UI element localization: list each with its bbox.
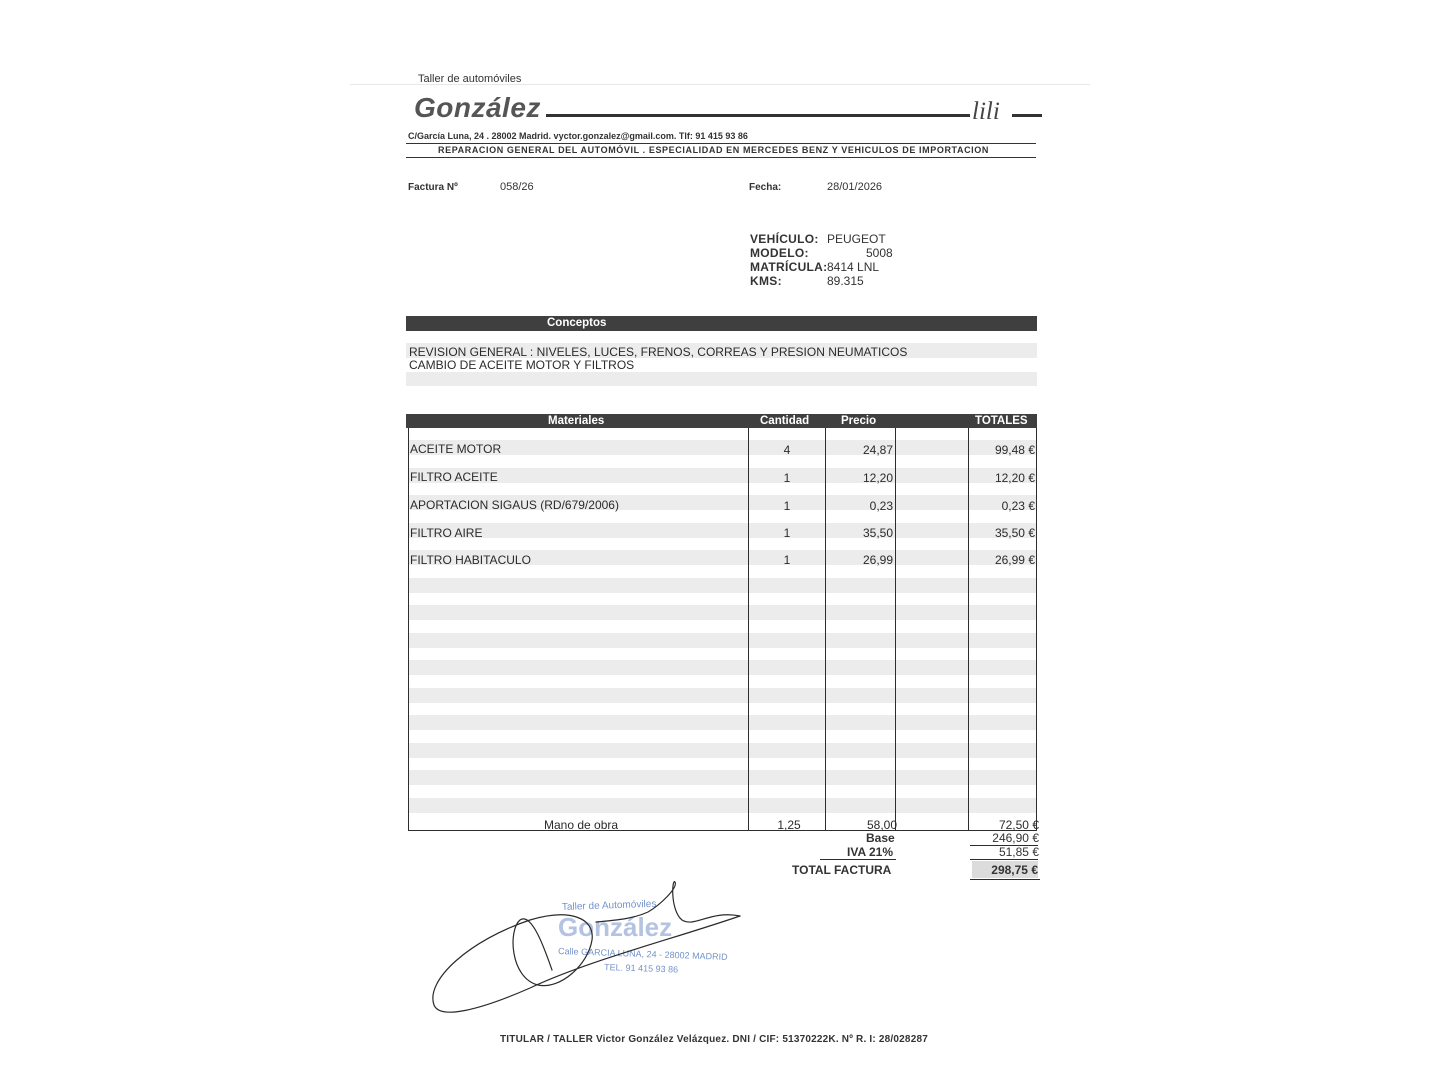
concept-line-1: REVISION GENERAL : NIVELES, LUCES, FRENOS, CORREAS Y PRESION NEUMATICOS bbox=[409, 345, 908, 359]
table-row-band bbox=[409, 578, 1036, 593]
table-row-band bbox=[409, 715, 1036, 730]
row-qty: 1 bbox=[783, 526, 791, 540]
table-border-left bbox=[408, 428, 409, 831]
row-item: ACEITE MOTOR bbox=[410, 442, 502, 456]
vehicle-make-label: VEHÍCULO: bbox=[750, 232, 819, 246]
invoice-date-label: Fecha: bbox=[749, 182, 782, 193]
row-item: FILTRO ACEITE bbox=[410, 470, 498, 484]
company-stamp-and-signature bbox=[420, 870, 760, 1030]
row-price: 24,87 bbox=[862, 443, 893, 457]
total-rule bbox=[970, 879, 1040, 880]
row-qty: 1 bbox=[783, 471, 791, 485]
letterhead-tagline: Taller de automóviles bbox=[418, 73, 522, 85]
stamp-line-2: González bbox=[558, 912, 673, 942]
table-border-right bbox=[1036, 428, 1037, 831]
row-total: 12,20 € bbox=[994, 471, 1035, 485]
table-row-band bbox=[409, 798, 1036, 813]
concepts-header-bar bbox=[406, 316, 1037, 331]
row-item: FILTRO AIRE bbox=[410, 526, 483, 540]
table-border-bottom bbox=[408, 830, 1037, 831]
row-qty: 1 bbox=[783, 553, 791, 567]
header-cantidad: Cantidad bbox=[760, 415, 810, 427]
row-total: 26,99 € bbox=[994, 553, 1035, 567]
brand-underline bbox=[546, 114, 970, 117]
base-label: Base bbox=[866, 831, 895, 845]
labour-price: 58,00 bbox=[866, 818, 897, 832]
vehicle-plate-label: MATRÍCULA: bbox=[750, 260, 828, 274]
iva-value: 51,85 € bbox=[998, 845, 1039, 859]
materials-header-bar bbox=[406, 414, 1037, 428]
row-total: 99,48 € bbox=[994, 443, 1035, 457]
row-item: FILTRO HABITACULO bbox=[410, 553, 531, 567]
table-divider-blank bbox=[895, 428, 896, 831]
vehicle-model: 5008 bbox=[866, 246, 893, 260]
row-item: APORTACION SIGAUS (RD/679/2006) bbox=[410, 498, 619, 512]
brand-underline-end bbox=[1012, 114, 1042, 117]
letterhead-specialty: REPARACION GENERAL DEL AUTOMÓVIL . ESPECIALIDAD EN MERCEDES BENZ Y VEHICULOS DE IMPORTACION bbox=[438, 145, 989, 155]
vehicle-kms-label: KMS: bbox=[750, 274, 782, 288]
letterhead-address: C/García Luna, 24 . 28002 Madrid. vyctor.gonzalez@gmail.com. Tlf: 91 415 93 86 bbox=[408, 131, 748, 141]
invoice-number: 058/26 bbox=[500, 181, 534, 193]
table-row-band bbox=[409, 605, 1036, 620]
vehicle-make: PEUGEOT bbox=[827, 232, 886, 246]
base-value: 246,90 € bbox=[992, 831, 1039, 845]
vehicle-kms: 89.315 bbox=[827, 274, 864, 288]
concept-line-2: CAMBIO DE ACEITE MOTOR Y FILTROS bbox=[409, 358, 635, 372]
table-row-band bbox=[409, 468, 1036, 483]
table-row-band bbox=[409, 688, 1036, 703]
iva-rule-label bbox=[820, 859, 896, 860]
table-divider-qty bbox=[748, 428, 749, 831]
vehicle-model-label: MODELO: bbox=[750, 246, 809, 260]
total-label: TOTAL FACTURA bbox=[792, 863, 892, 877]
row-total: 35,50 € bbox=[994, 526, 1035, 540]
table-row-band bbox=[409, 440, 1036, 455]
header-precio: Precio bbox=[841, 415, 877, 427]
brand-name: González bbox=[414, 92, 541, 123]
row-price: 0,23 bbox=[869, 499, 893, 513]
stamp-line-1: Taller de Automóviles bbox=[561, 898, 657, 913]
brand-suffix: lili bbox=[972, 98, 1000, 125]
table-row-band bbox=[409, 770, 1036, 785]
concepts-band-2 bbox=[406, 372, 1037, 386]
row-price: 26,99 bbox=[862, 553, 893, 567]
letterhead-rule-bottom bbox=[406, 157, 1036, 158]
table-row-band bbox=[409, 633, 1036, 648]
concepts-title: Conceptos bbox=[547, 317, 607, 329]
table-divider-total bbox=[968, 428, 969, 831]
row-price: 12,20 bbox=[862, 471, 893, 485]
header-totales: TOTALES bbox=[975, 415, 1028, 427]
iva-label: IVA 21% bbox=[847, 845, 894, 859]
row-price: 35,50 bbox=[862, 526, 893, 540]
labour-item: Mano de obra bbox=[544, 818, 619, 832]
table-row-band bbox=[409, 523, 1036, 538]
footer-legal: TITULAR / TALLER Victor González Velázquez. DNI / CIF: 51370222K. Nº R. I: 28/028287 bbox=[500, 1034, 928, 1045]
row-total: 0,23 € bbox=[1001, 499, 1035, 513]
stamp-line-3: Calle GARCIA LUNA, 24 - 28002 MADRID bbox=[557, 946, 728, 962]
header-materiales: Materiales bbox=[548, 415, 605, 427]
invoice-number-label: Factura Nº bbox=[408, 182, 458, 193]
table-divider-price bbox=[825, 428, 826, 831]
row-qty: 1 bbox=[783, 499, 791, 513]
table-row-band bbox=[409, 660, 1036, 675]
labour-total: 72,50 € bbox=[998, 818, 1039, 832]
total-value: 298,75 € bbox=[991, 863, 1038, 877]
letterhead-rule-top bbox=[406, 143, 1036, 144]
row-qty: 4 bbox=[783, 443, 791, 457]
stamp-line-4: TEL. 91 415 93 86 bbox=[603, 962, 679, 975]
table-row-band bbox=[409, 743, 1036, 758]
vehicle-plate: 8414 LNL bbox=[827, 260, 880, 274]
invoice-date: 28/01/2026 bbox=[827, 181, 883, 193]
labour-qty: 1,25 bbox=[777, 818, 801, 832]
iva-rule-value bbox=[970, 859, 1038, 860]
